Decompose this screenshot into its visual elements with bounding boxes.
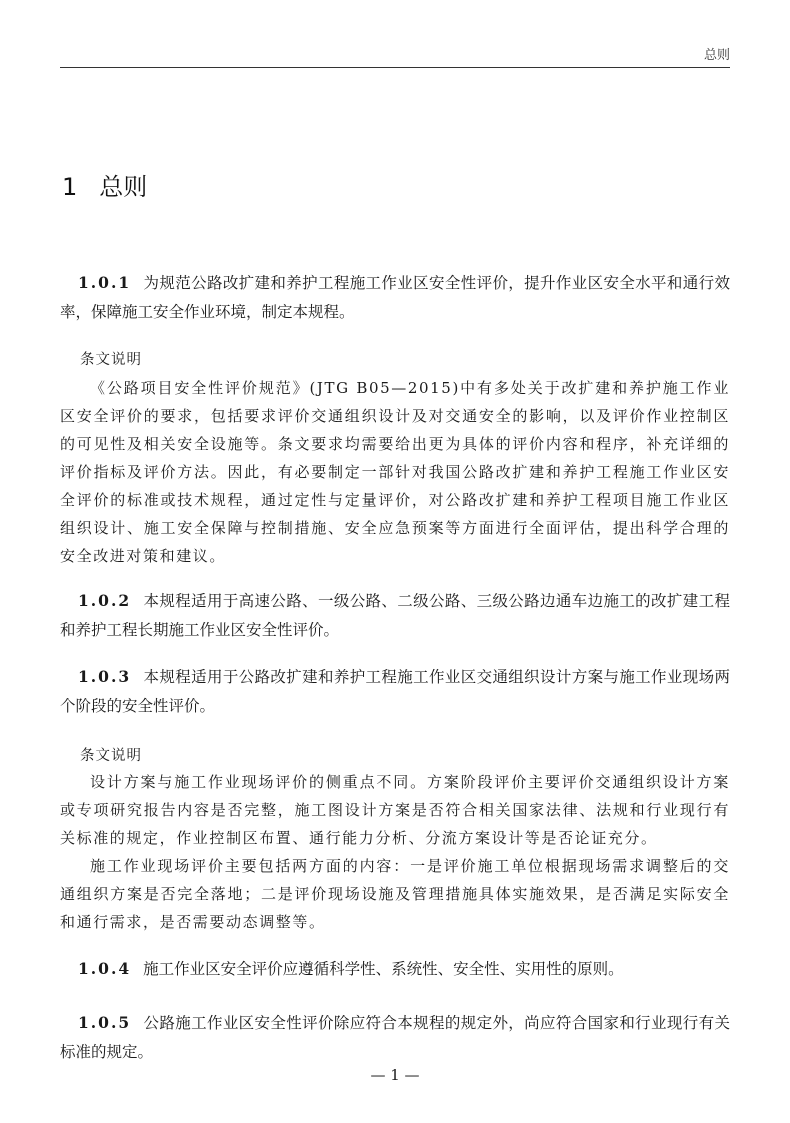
article-text: 施工作业区安全评价应遵循科学性、系统性、安全性、实用性的原则。 — [143, 960, 624, 978]
page-number: — 1 — — [370, 1066, 420, 1084]
article-number: 1.0.3 — [78, 667, 132, 686]
running-header-title: 总则 — [703, 48, 730, 63]
article-number: 1.0.2 — [78, 591, 132, 610]
article-text: 公路施工作业区安全性评价除应符合本规程的规定外，尚应符合国家和行业现行有关标准的规定。 — [60, 1014, 730, 1061]
commentary-heading: 条文说明 — [80, 352, 142, 368]
header-rule — [60, 67, 730, 68]
article-text: 本规程适用于高速公路、一级公路、二级公路、三级公路边通车边施工的改扩建工程和养护工程长期施工作业区安全性评价。 — [60, 592, 730, 639]
commentary-paragraph: 《公路项目安全性评价规范》(JTG B05—2015)中有多处关于改扩建和养护施工作业区安全评价的要求，包括要求评价交通组织设计及对交通安全的影响，以及评价作业控制区的可见性及相关安全设施等。条文要求均需要给出更为具体的评价内容和程序，补充详细的评价指标及评价方法。因此，有必要制定一部针对我国公路改扩建和养护工程施工作业区安全评价的标准或技术规程，通过定性与定量评价，对公路改扩建和养护工程项目施工作业区组织设计、施工安全保障与控制措施、安全应急预案等方面进行全面评估，提出科学合理的安全改进对策和建议。 — [60, 379, 730, 565]
article-number: 1.0.5 — [78, 1013, 132, 1032]
article-1-0-2 — [60, 586, 730, 645]
commentary-paragraph: 施工作业现场评价主要包括两方面的内容：一是评价施工单位根据现场需求调整后的交通组织方案是否完全落地；二是评价现场设施及管理措施具体实施效果，是否满足实际安全和通行需求，是否需要动态调整等。 — [60, 857, 730, 931]
commentary-block — [60, 768, 730, 936]
article-1-0-4 — [60, 954, 730, 984]
commentary-heading: 条文说明 — [80, 748, 142, 764]
article-text: 本规程适用于公路改扩建和养护工程施工作业区交通组织设计方案与施工作业现场两个阶段的安全性评价。 — [60, 668, 730, 715]
article-number: 1.0.4 — [78, 959, 132, 978]
chapter-heading — [62, 167, 147, 202]
article-text: 为规范公路改扩建和养护工程施工作业区安全性评价，提升作业区安全水平和通行效率，保障施工安全作业环境，制定本规程。 — [60, 274, 730, 321]
article-1-0-3 — [60, 662, 730, 721]
article-1-0-5 — [60, 1008, 730, 1067]
article-number: 1.0.1 — [78, 273, 132, 292]
chapter-number: 1 — [62, 173, 78, 201]
commentary-block — [60, 374, 730, 570]
article-1-0-1 — [60, 268, 730, 327]
chapter-title-text: 总则 — [99, 173, 148, 201]
commentary-paragraph: 设计方案与施工作业现场评价的侧重点不同。方案阶段评价主要评价交通组织设计方案或专项研究报告内容是否完整，施工图设计方案是否符合相关国家法律、法规和行业现行有关标准的规定，作业控制区布置、通行能力分析、分流方案设计等是否论证充分。 — [60, 773, 730, 847]
